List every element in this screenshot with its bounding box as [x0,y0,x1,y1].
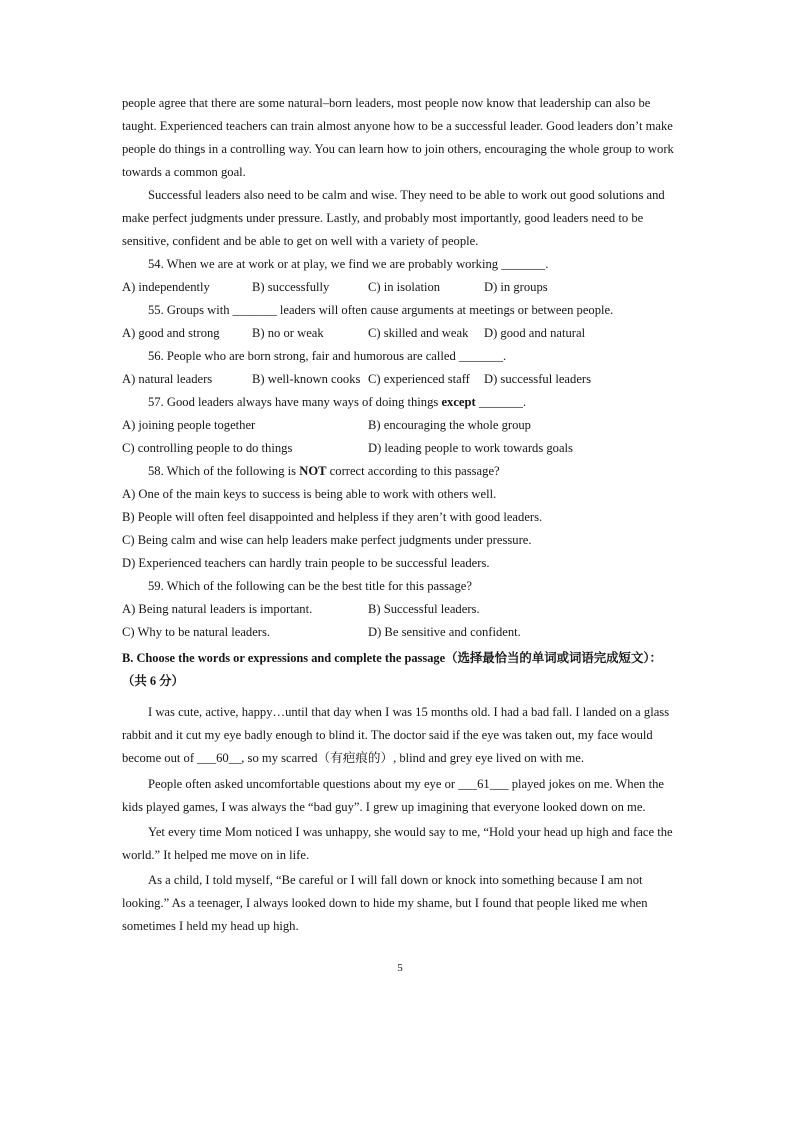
text-line: rabbit and it cut my eye badly enough to blind it. The doctor said if the eye was taken out, my face would [122,728,653,742]
text-line: Successful leaders also need to be calm and wise. They need to be able to work out good solutions and [148,188,665,202]
section-b-heading-line-1: B. Choose the words or expressions and complete the passage（选择最恰当的单词或词语完成短文）： [122,651,662,665]
text-line: become out of ___60__, so my scarred（有疤痕的）, blind and grey eye lived on with me. [122,751,585,765]
section-b-paragraph-1 [122,701,694,770]
option-b[interactable]: B) Successful leaders. [368,602,480,616]
stem-text: correct according to this passage? [326,464,500,478]
option-a[interactable]: A) Being natural leaders is important. [122,602,313,616]
text-line: taught. Experienced teachers can train almost anyone how to be a successful leader. Good leaders don’t make [122,119,673,133]
text-line: world.” It helped me move on in life. [122,848,310,862]
question-56-stem: 56. People who are born strong, fair and humorous are called _______. [148,349,507,363]
text-line: Yet every time Mom noticed I was unhappy, she would say to me, “Hold your head up high and face the [148,825,673,839]
passage-a-paragraph-1 [122,92,694,184]
option-a[interactable]: A) joining people together [122,418,256,432]
question-list [122,253,694,644]
option-c[interactable]: C) Why to be natural leaders. [122,625,271,639]
question-57-options-row-1 [122,414,694,437]
option-d[interactable]: D) good and natural [484,326,586,340]
page-number: 5 [397,962,403,974]
text-line: looking.” As a teenager, I always looked down to hide my shame, but I found that people liked me when [122,896,648,910]
option-b[interactable]: B) successfully [252,280,330,294]
text-line: make perfect judgments under pressure. Lastly, and probably most importantly, good leaders need to be [122,211,644,225]
option-a[interactable]: A) independently [122,280,210,294]
question-59-options-row-1 [122,598,694,621]
option-d[interactable]: D) Be sensitive and confident. [368,625,521,639]
option-c[interactable]: C) Being calm and wise can help leaders make perfect judgments under pressure. [122,533,532,547]
option-d[interactable]: D) leading people to work towards goals [368,441,573,455]
question-54-stem: 54. When we are at work or at play, we find we are probably working _______. [148,257,549,271]
text-line: sometimes I held my head up high. [122,919,299,933]
question-57-stem [122,391,694,414]
option-b[interactable]: B) encouraging the whole group [368,418,531,432]
section-b-paragraph-4 [122,869,694,938]
text-line: sensitive, confident and be able to get on well with a variety of people. [122,234,479,248]
question-59-options-row-2 [122,621,694,644]
text-line: As a child, I told myself, “Be careful or I will fall down or knock into something because I am not [148,873,643,887]
question-55-stem: 55. Groups with _______ leaders will often cause arguments at meetings or between people. [148,303,614,317]
question-59-stem: 59. Which of the following can be the best title for this passage? [148,579,472,593]
question-57-options-row-2 [122,437,694,460]
question-56-options [122,368,694,391]
option-d[interactable]: D) Experienced teachers can hardly train people to be successful leaders. [122,556,490,570]
stem-text: 58. Which of the following is [148,464,300,478]
text-line: people agree that there are some natural–born leaders, most people now know that leadership can also be [122,96,651,110]
stem-text: _______. [475,395,527,409]
text-line: kids played games, I was always the “bad guy”. I grew up imagining that everyone looked down on me. [122,800,646,814]
text-line: People often asked uncomfortable questions about my eye or ___61___ played jokes on me. When the [148,777,664,791]
option-b[interactable]: B) well-known cooks [252,372,361,386]
stem-keyword: NOT [299,464,327,478]
passage-a-paragraph-2 [122,184,694,253]
section-b-paragraph-3 [122,821,694,867]
question-54-options [122,276,694,299]
option-b[interactable]: B) no or weak [252,326,324,340]
text-line: I was cute, active, happy…until that day when I was 15 months old. I had a bad fall. I landed on a glass [148,705,670,719]
section-b-paragraph-2 [122,773,694,819]
option-c[interactable]: C) in isolation [368,280,441,294]
section-b-heading-line-2: （共 6 分） [122,674,184,688]
option-c[interactable]: C) controlling people to do things [122,441,293,455]
question-58-stem [122,460,694,483]
option-c[interactable]: C) experienced staff [368,372,470,386]
option-a[interactable]: A) good and strong [122,326,220,340]
option-a[interactable]: A) One of the main keys to success is being able to work with others well. [122,487,497,501]
question-55-options [122,322,694,345]
text-line: towards a common goal. [122,165,246,179]
option-d[interactable]: D) in groups [484,280,548,294]
stem-text: 57. Good leaders always have many ways of doing things [148,395,442,409]
option-b[interactable]: B) People will often feel disappointed and helpless if they aren’t with good leaders. [122,510,543,524]
option-c[interactable]: C) skilled and weak [368,326,469,340]
option-d[interactable]: D) successful leaders [484,372,592,386]
text-line: people do things in a controlling way. You can learn how to join others, encouraging the whole group to work [122,142,674,156]
section-b-heading [122,647,722,693]
stem-keyword: except [441,395,476,409]
option-a[interactable]: A) natural leaders [122,372,213,386]
